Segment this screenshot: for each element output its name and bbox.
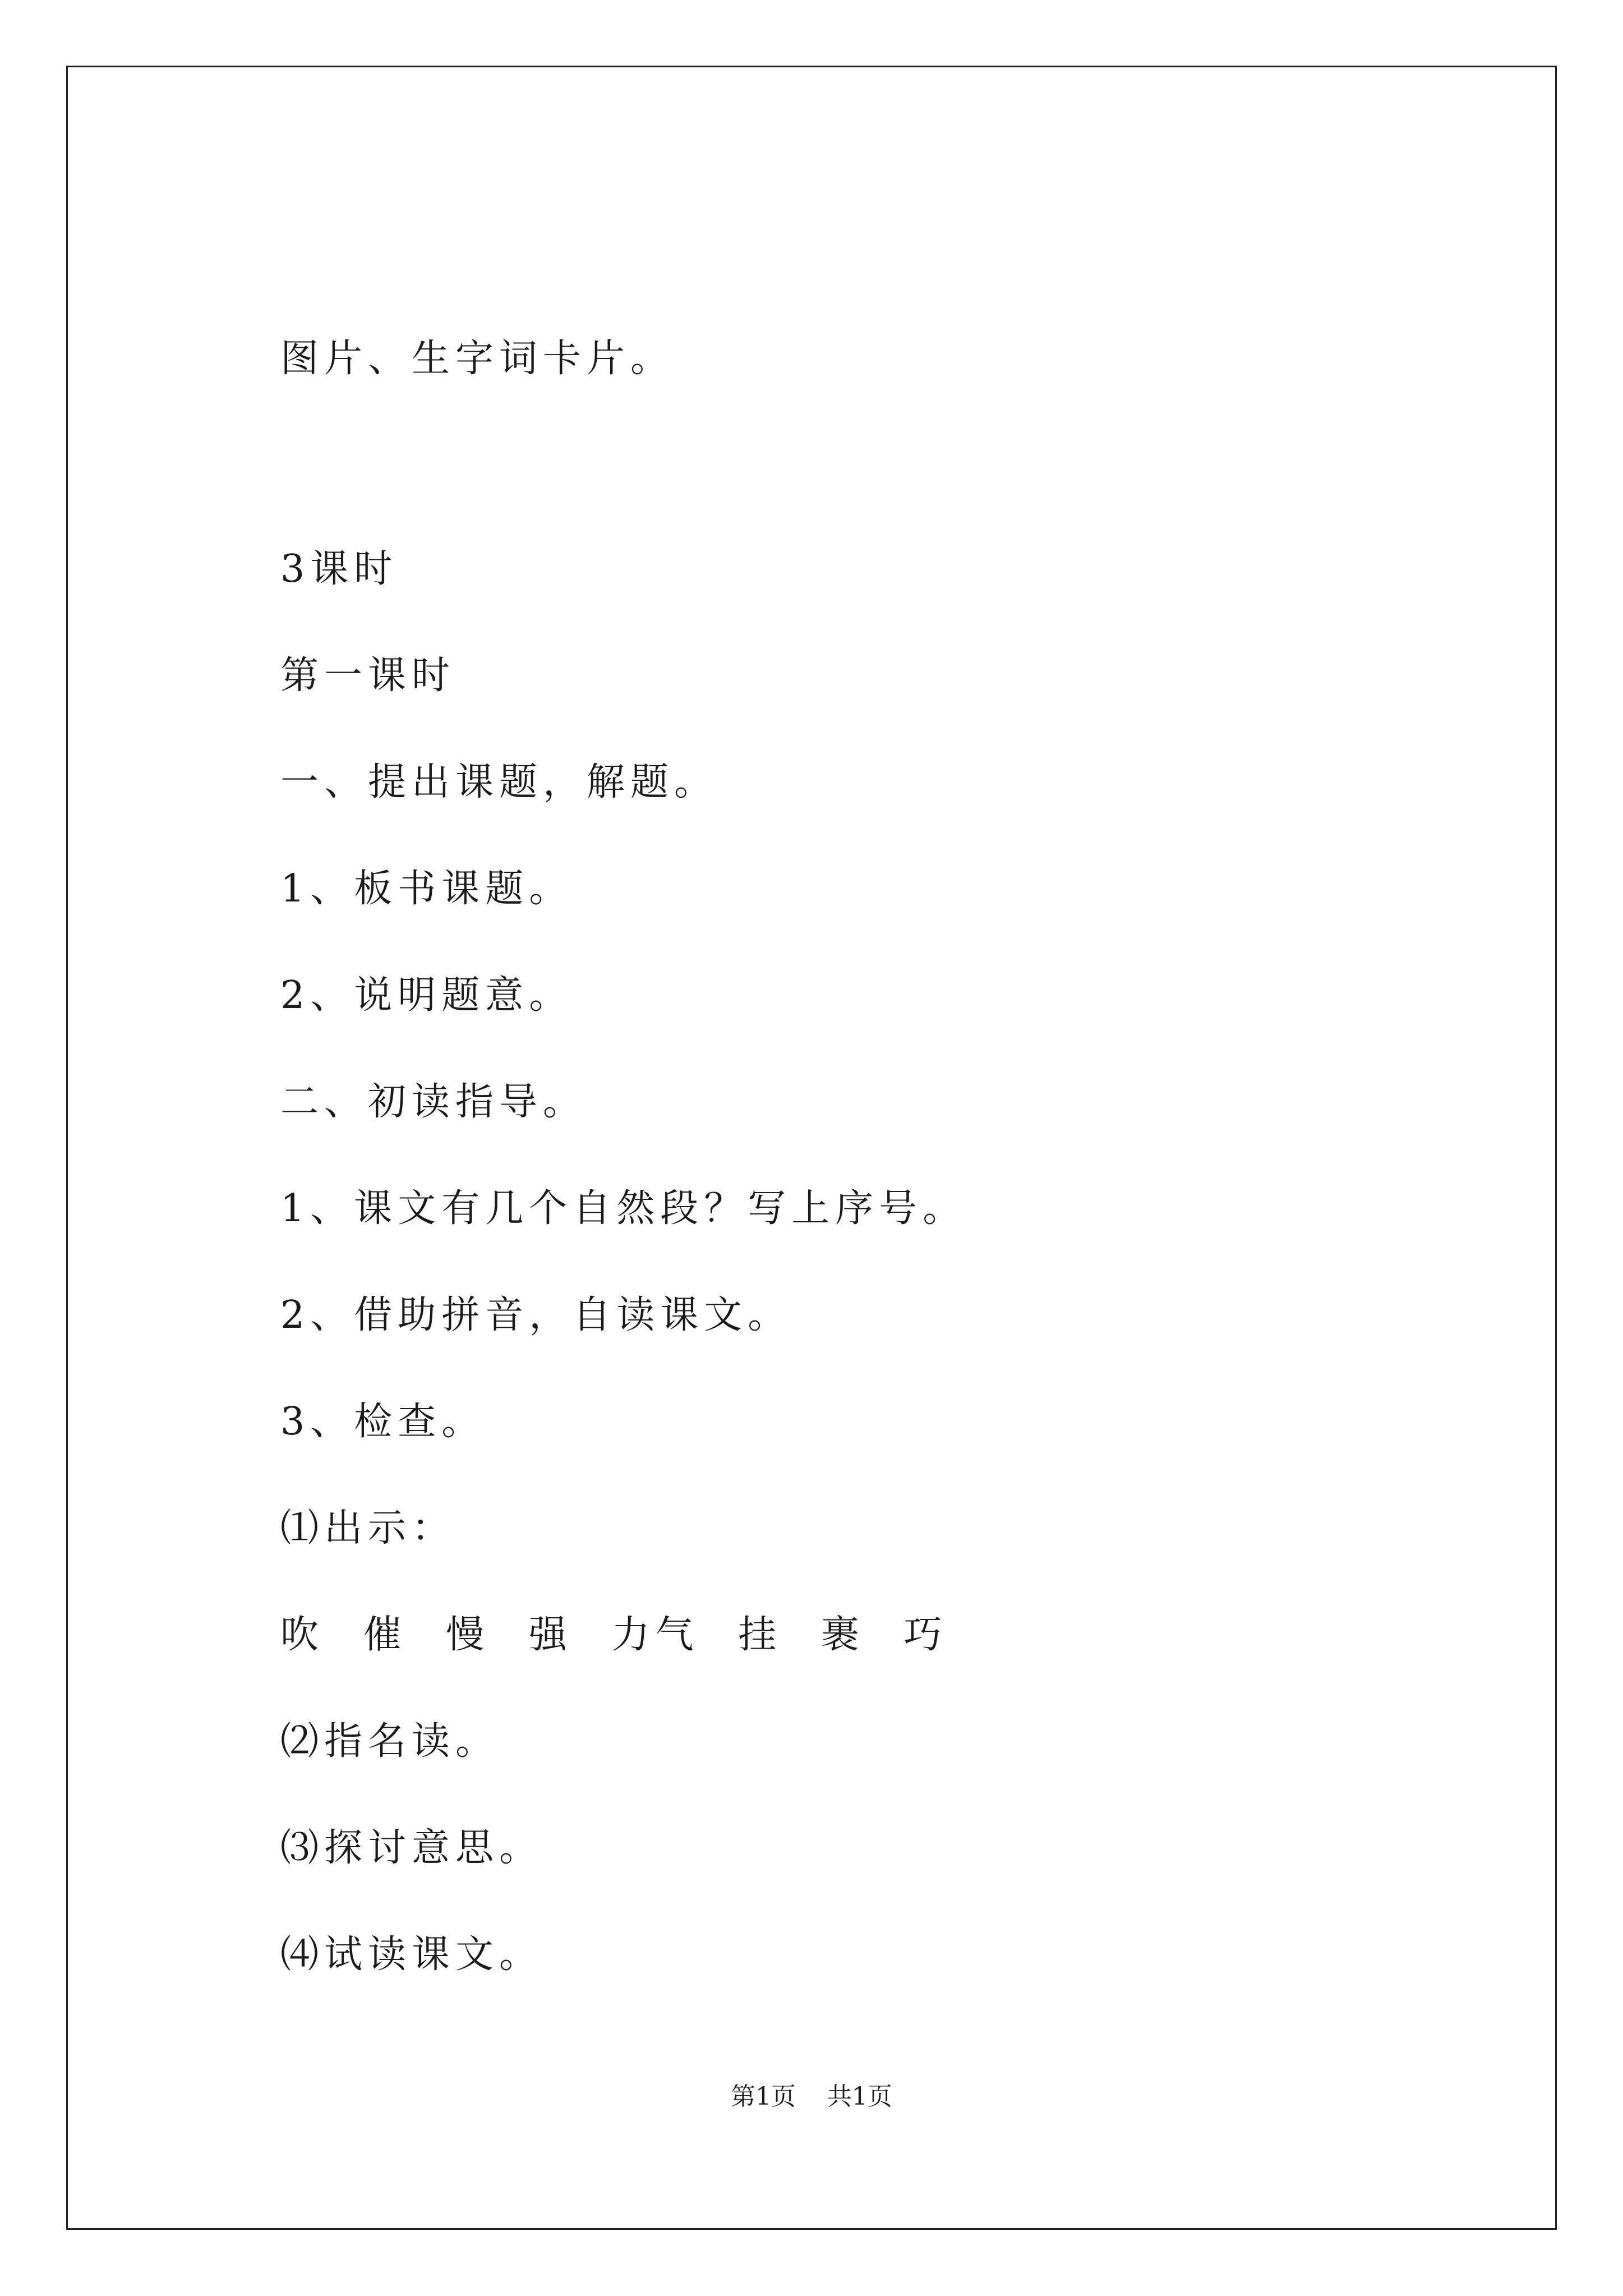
step-self-read: 2、借助拼音，自读课文。	[280, 1293, 792, 1337]
section-two-heading: 二、初读指导。	[280, 1080, 587, 1124]
vocab-list	[280, 1613, 969, 1658]
substep-read-aloud: ⑵指名读。	[280, 1719, 500, 1764]
step-paragraphs: 1、课文有几个自然段？写上序号。	[280, 1186, 967, 1231]
vocab-word: 慢	[446, 1613, 490, 1657]
step-explain-title: 2、说明题意。	[280, 973, 573, 1018]
substep-try-read: ⑷试读课文。	[280, 1932, 543, 1977]
lesson-count: 3课时	[280, 547, 398, 591]
lesson-heading: 第一课时	[280, 654, 456, 698]
page-number: 第1页	[731, 2082, 796, 2111]
substep-discuss: ⑶探讨意思。	[280, 1826, 543, 1870]
step-write-title: 1、板书课题。	[280, 867, 573, 911]
vocab-word: 催	[363, 1613, 407, 1657]
page-border	[66, 66, 1557, 2230]
vocab-word: 裹	[820, 1613, 865, 1657]
section-one-heading: 一、提出课题，解题。	[280, 760, 718, 804]
vocab-word: 力气	[611, 1613, 699, 1657]
substep-show: ⑴出示：	[280, 1506, 456, 1550]
vocab-word: 巧	[903, 1613, 948, 1657]
materials-line: 图片、生字词卡片。	[280, 337, 675, 381]
vocab-word: 吹	[280, 1613, 325, 1657]
page-total: 共1页	[827, 2082, 892, 2111]
vocab-word: 挂	[738, 1613, 782, 1657]
vocab-word: 强	[528, 1613, 573, 1657]
step-check: 3、检查。	[280, 1400, 486, 1444]
page-footer	[0, 2081, 1623, 2113]
